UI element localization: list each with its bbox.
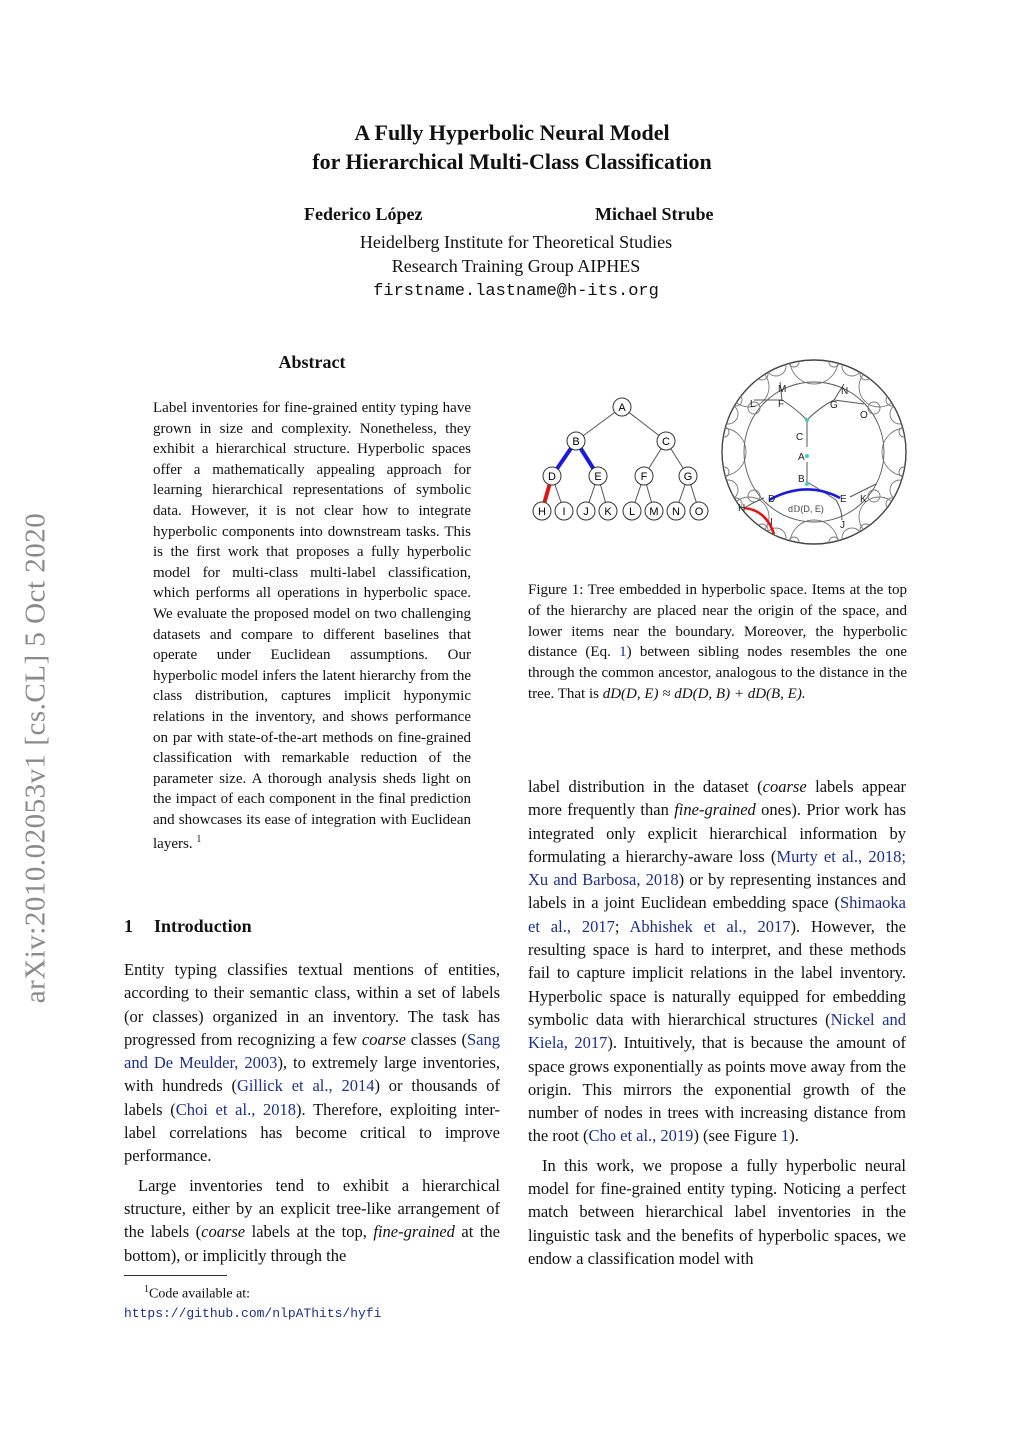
title-line-2: for Hierarchical Multi-Class Classification (312, 149, 712, 174)
right-column (528, 775, 906, 1270)
svg-text:D: D (548, 471, 556, 483)
citation-link[interactable]: Sang and De Meulder, 2003 (124, 1029, 500, 1073)
disk-label-d: D (768, 494, 776, 505)
svg-text:H: H (538, 506, 546, 518)
disk-label-l: L (750, 399, 756, 410)
arxiv-id: arXiv:2010.02053v1 [cs.CL] 5 Oct 2020 (19, 512, 52, 1004)
affiliation-1: Heidelberg Institute for Theoretical Studies (359, 232, 673, 252)
email: firstname.lastname@h-its.org (373, 282, 659, 301)
svg-text:A: A (618, 402, 626, 414)
affiliation-2: Research Training Group AIPHES (391, 256, 641, 276)
intro-paragraph-1: Entity typing classifies textual mentions of entities, according to their semantic class, within a set of labels (or classes) organized in an inventory. The task has progressed from recognizing a few coarse classes (Sang and De Meulder, 2003), to extremely large inventories, with hundreds (Gillick et al., 2014) or thousands of labels (Choi et al., 2018). Therefore, exploiting inter-label correlations has become critical to improve performance. (124, 960, 501, 1166)
tree-node-n (667, 502, 685, 520)
right-paragraph-1: label distribution in the dataset (coarse labels appear more frequently than fine-grained ones). Prior work has integrated only explicit hierarchical information by formulating a hierarchy-aware loss (Murty et al., 2018; Xu and Barbosa, 2018) or by representing instances and labels in a joint Euclidean embedding space (Shimaoka et al., 2017; Abhishek et al., 2017). However, the resulting space is hard to interpret, and these methods fail to capture implicit relations in the label inventory. Hyperbolic space is naturally equipped for embedding symbolic data with hierarchical structures (Nickel and Kiela, 2017). Intuitively, that is because the amount of space grows exponentially as points move away from the origin. This mirrors the exponential growth of the number of nodes in trees with increasing distance from the root (Cho et al., 2019) (see Figure 1). (528, 777, 907, 1146)
paper-title (0, 118, 1024, 176)
tree-nodes (533, 398, 708, 520)
intro-left-column (124, 958, 500, 1267)
tree-edges (552, 407, 699, 511)
tree-node-i (555, 502, 573, 520)
disk-label-g: G (830, 400, 838, 411)
disk-point-c (805, 418, 809, 422)
citation-link[interactable]: Gillick et al., 2014 (237, 1076, 375, 1096)
author-1: Federico López (304, 204, 423, 224)
section-heading (124, 916, 252, 937)
svg-text:B: B (572, 436, 580, 448)
disk-label-f: F (778, 399, 785, 410)
tree-node-m (645, 502, 663, 520)
disk-label-n: N (841, 386, 849, 397)
svg-text:J: J (583, 506, 589, 518)
disk-label-o: O (860, 410, 868, 421)
disk-label-h: H (738, 503, 746, 514)
disk-distance-label: d𝔻(D, E) (788, 504, 824, 514)
tree-node-g (679, 467, 697, 485)
svg-text:O: O (694, 506, 704, 518)
tree-node-e (589, 467, 607, 485)
disk-label-m: M (778, 384, 787, 395)
abstract-heading: Abstract (278, 352, 346, 372)
svg-text:N: N (672, 506, 680, 518)
svg-text:L: L (628, 506, 636, 518)
svg-text:K: K (604, 506, 612, 518)
svg-text:M: M (649, 506, 659, 518)
tree-diagram (528, 392, 714, 528)
tree-node-l (623, 502, 641, 520)
svg-text:I: I (562, 506, 566, 518)
right-paragraph-2: In this work, we propose a fully hyperbolic neural model for fine-grained entity typing. Noticing a perfect match between hierarchical label inventories in the linguistic task and the benefits of hyperbolic spaces, we endow a classification model with (528, 1155, 906, 1268)
caption-formula: dD(D, E) ≈ dD(D, B) + dD(B, E). (602, 685, 806, 702)
disk-label-k: K (860, 494, 867, 505)
svg-text:F: F (640, 471, 648, 483)
disk-label-c: C (796, 432, 804, 443)
citation-link[interactable]: Cho et al., 2019 (588, 1126, 694, 1146)
disk-boundary (722, 360, 906, 544)
figure-caption: Figure 1: Tree embedded in hyperbolic space. Items at the top of the hierarchy are placed near the origin of the space, and lower items near the boundary. Moreover, the hyperbolic distance (Eq. 1) between sibling nodes resembles the one through the common ancestor, analogous to the distance in the tree. That is dD(D, E) ≈ dD(D, B) + dD(B, E). (528, 582, 908, 702)
tree-node-c (657, 432, 675, 450)
disk-origin-point (805, 454, 809, 458)
tree-node-h (533, 502, 551, 520)
tree-node-f (635, 467, 653, 485)
title-line-1: A Fully Hyperbolic Neural Model (354, 120, 670, 145)
tree-node-a (613, 398, 631, 416)
abstract-text: Label inventories for fine-grained entity typing have grown in size and complexity. Nonetheless, they exhibit a hierarchical structure. Hyperbolic spaces offer a mathematically appealing approach for learning hierarchical representations of symbolic data. However, it is not clear how to integrate hyperbolic components into downstream tasks. This is the first work that proposes a fully hyperbolic model for multi-class multi-label classification, which performs all operations in hyperbolic space. We evaluate the proposed model on two challenging datasets and compare to different baselines that operate under Euclidean assumptions. Our hyperbolic model infers the latent hierarchy from the class distribution, captures implicit hyponymic relations in the inventory, and shows performance on par with state-of-the-art methods on fine-grained classification with remarkable reduction of the parameter size. A thorough analysis sheds light on the impact of each component in the final prediction and showcases its ease of integration with Euclidean layers. (153, 400, 471, 853)
arxiv-sidebar (2, 468, 70, 1048)
disk-point-b (805, 482, 809, 486)
section-title: Introduction (154, 916, 252, 936)
footnote-marker[interactable]: 1 (196, 834, 202, 846)
citation-link[interactable]: Abhishek et al., 2017 (629, 916, 791, 936)
disk-label-a: A (798, 452, 805, 463)
tree-node-b (567, 432, 585, 450)
citation-link[interactable]: Nickel and Kiela, 2017 (528, 1009, 906, 1053)
abstract-body (153, 398, 471, 855)
author-2: Michael Strube (595, 204, 714, 224)
citation-link[interactable]: Choi et al., 2018 (175, 1099, 297, 1119)
tree-node-j (577, 502, 595, 520)
disk-label-i: I (770, 517, 773, 528)
intro-paragraph-2: Large inventories tend to exhibit a hierarchical structure, either by an explicit tree-like arrangement of the labels (coarse labels at the top, fine-grained at the bottom), or implicitly through the (124, 1175, 500, 1265)
citation-link[interactable]: Shimaoka et al., 2017 (528, 893, 906, 936)
disk-label-j: J (840, 520, 845, 531)
svg-text:E: E (594, 471, 602, 483)
disk-label-e: E (840, 494, 847, 505)
footnote (124, 1280, 381, 1323)
footnote-number: 1 (144, 1284, 149, 1295)
poincare-disk-diagram (714, 352, 914, 552)
svg-text:C: C (662, 436, 670, 448)
footnote-url[interactable]: https://github.com/nlpAThits/hyfi (124, 1305, 382, 1321)
section-number: 1 (124, 916, 133, 936)
equation-link[interactable]: 1 (619, 644, 627, 661)
tree-node-o (690, 502, 708, 520)
figure-link[interactable]: 1 (780, 1126, 790, 1146)
citation-link[interactable]: Murty et al., 2018; Xu and Barbosa, 2018 (528, 846, 906, 890)
tree-node-d (543, 467, 561, 485)
disk-label-b: B (798, 474, 805, 485)
footnote-rule (124, 1275, 227, 1276)
svg-text:G: G (683, 471, 693, 483)
footnote-text: Code available at: (149, 1286, 251, 1302)
tree-node-k (599, 502, 617, 520)
